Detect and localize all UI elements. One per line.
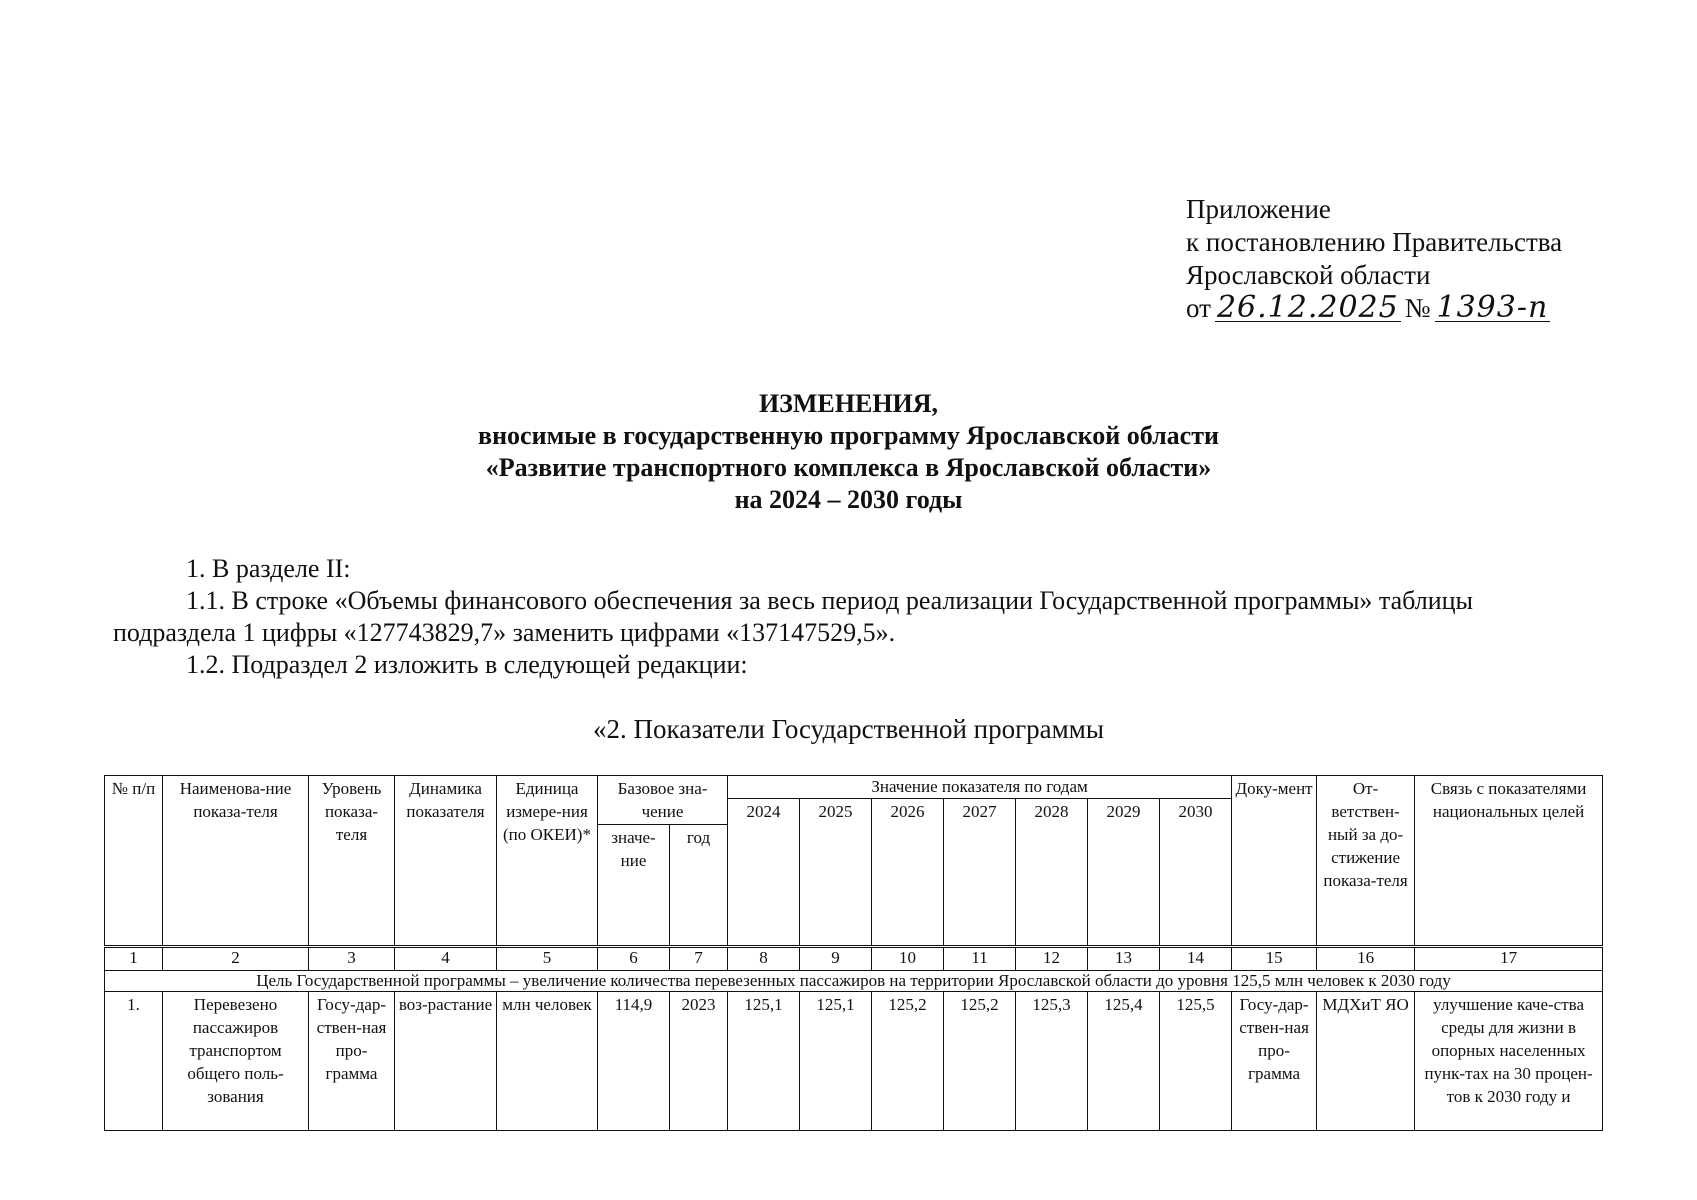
header-dynamics: Динамика показателя — [395, 776, 497, 947]
column-numbers-row — [105, 947, 1603, 971]
column-number: 16 — [1317, 947, 1415, 971]
table-row — [105, 992, 1603, 1131]
column-number: 4 — [395, 947, 497, 971]
cell-value-2028: 125,3 — [1016, 992, 1088, 1131]
cell-num: 1. — [105, 992, 163, 1131]
header-year-2024: 2024 — [728, 799, 800, 947]
column-number: 14 — [1160, 947, 1232, 971]
section-title: «2. Показатели Государственной программы — [593, 714, 1104, 744]
column-number: 5 — [497, 947, 598, 971]
cell-level: Госу-дар-ствен-ная про-грамма — [309, 992, 395, 1131]
header-year-2027: 2027 — [944, 799, 1016, 947]
approval-date-line — [1186, 292, 1562, 325]
handwritten-date: 26.12.2025 — [1216, 290, 1399, 325]
column-number: 11 — [944, 947, 1016, 971]
column-number: 17 — [1415, 947, 1603, 971]
header-year-2026: 2026 — [872, 799, 944, 947]
column-number: 6 — [598, 947, 670, 971]
goal-text: Цель Государственной программы – увеличение количества перевезенных пассажиров на территории Ярославской области до уровня 125,5 млн человек к 2030 году — [105, 971, 1603, 992]
handwritten-number: 1393-п — [1436, 290, 1549, 325]
document-title — [0, 388, 1697, 516]
cell-base-value: 114,9 — [598, 992, 670, 1131]
header-name: Наименова-ние показа-теля — [163, 776, 309, 947]
approval-block — [1186, 193, 1562, 325]
header-num: № п/п — [105, 776, 163, 947]
column-number: 1 — [105, 947, 163, 971]
column-number: 10 — [872, 947, 944, 971]
cell-dynamics: воз-растание — [395, 992, 497, 1131]
paragraph-1: 1. В разделе II: — [186, 554, 351, 583]
cell-value-2026: 125,2 — [872, 992, 944, 1131]
cell-value-2029: 125,4 — [1088, 992, 1160, 1131]
header-level: Уровень показа-теля — [309, 776, 395, 947]
paragraph-1-1-continuation: подраздела 1 цифры «127743829,7» заменить цифрами «137147529,5». — [113, 618, 896, 647]
paragraph-1-1: 1.1. В строке «Объемы финансового обеспечения за весь период реализации Государственной программы» таблицы — [186, 586, 1473, 615]
header-base-year: год — [670, 825, 728, 947]
header-link: Связь с показателями национальных целей — [1415, 776, 1603, 947]
cell-base-year: 2023 — [670, 992, 728, 1131]
title-line-1: ИЗМЕНЕНИЯ, — [758, 389, 939, 418]
column-number: 9 — [800, 947, 872, 971]
approval-line-3: Ярославской области — [1186, 260, 1431, 290]
header-year-2029: 2029 — [1088, 799, 1160, 947]
header-year-2030: 2030 — [1160, 799, 1232, 947]
cell-responsible: МДХиТ ЯО — [1317, 992, 1415, 1131]
cell-unit: млн человек — [497, 992, 598, 1131]
approval-line-1: Приложение — [1186, 194, 1331, 224]
header-unit: Единица измере-ния (по ОКЕИ)* — [497, 776, 598, 947]
title-line-4: на 2024 – 2030 годы — [734, 485, 963, 514]
cell-name: Перевезено пассажиров транспортом общего поль-зования — [163, 992, 309, 1131]
header-row-1 — [105, 776, 1603, 799]
cell-link: улучшение каче-ства среды для жизни в опорных населенных пунк-тах на 30 процен-тов к 2030 году и — [1415, 992, 1603, 1131]
title-line-3: «Развитие транспортного комплекса в Ярославской области» — [485, 453, 1212, 482]
approval-line-2: к постановлению Правительства — [1186, 227, 1563, 257]
cell-document: Госу-дар-ствен-ная про-грамма — [1232, 992, 1317, 1131]
column-number: 3 — [309, 947, 395, 971]
cell-value-2030: 125,5 — [1160, 992, 1232, 1131]
cell-value-2024: 125,1 — [728, 992, 800, 1131]
paragraph-1-2: 1.2. Подраздел 2 изложить в следующей редакции: — [186, 650, 748, 679]
header-base: Базовое зна-чение — [598, 776, 728, 825]
column-number: 15 — [1232, 947, 1317, 971]
body-text — [113, 553, 1593, 681]
indicators-table — [104, 775, 1603, 1131]
date-prefix: от — [1186, 293, 1211, 323]
number-sign: № — [1404, 293, 1431, 323]
header-year-2028: 2028 — [1016, 799, 1088, 947]
column-number: 8 — [728, 947, 800, 971]
column-number: 13 — [1088, 947, 1160, 971]
header-by-years: Значение показателя по годам — [728, 776, 1232, 799]
header-document: Доку-мент — [1232, 776, 1317, 947]
title-line-2: вносимые в государственную программу Ярославской области — [478, 421, 1219, 450]
cell-value-2025: 125,1 — [800, 992, 872, 1131]
cell-value-2027: 125,2 — [944, 992, 1016, 1131]
goal-row — [105, 971, 1603, 992]
header-responsible: От-ветствен-ный за до-стижение показа-теля — [1317, 776, 1415, 947]
column-number: 7 — [670, 947, 728, 971]
header-base-value: значе-ние — [598, 825, 670, 947]
column-number: 2 — [163, 947, 309, 971]
column-number: 12 — [1016, 947, 1088, 971]
header-year-2025: 2025 — [800, 799, 872, 947]
